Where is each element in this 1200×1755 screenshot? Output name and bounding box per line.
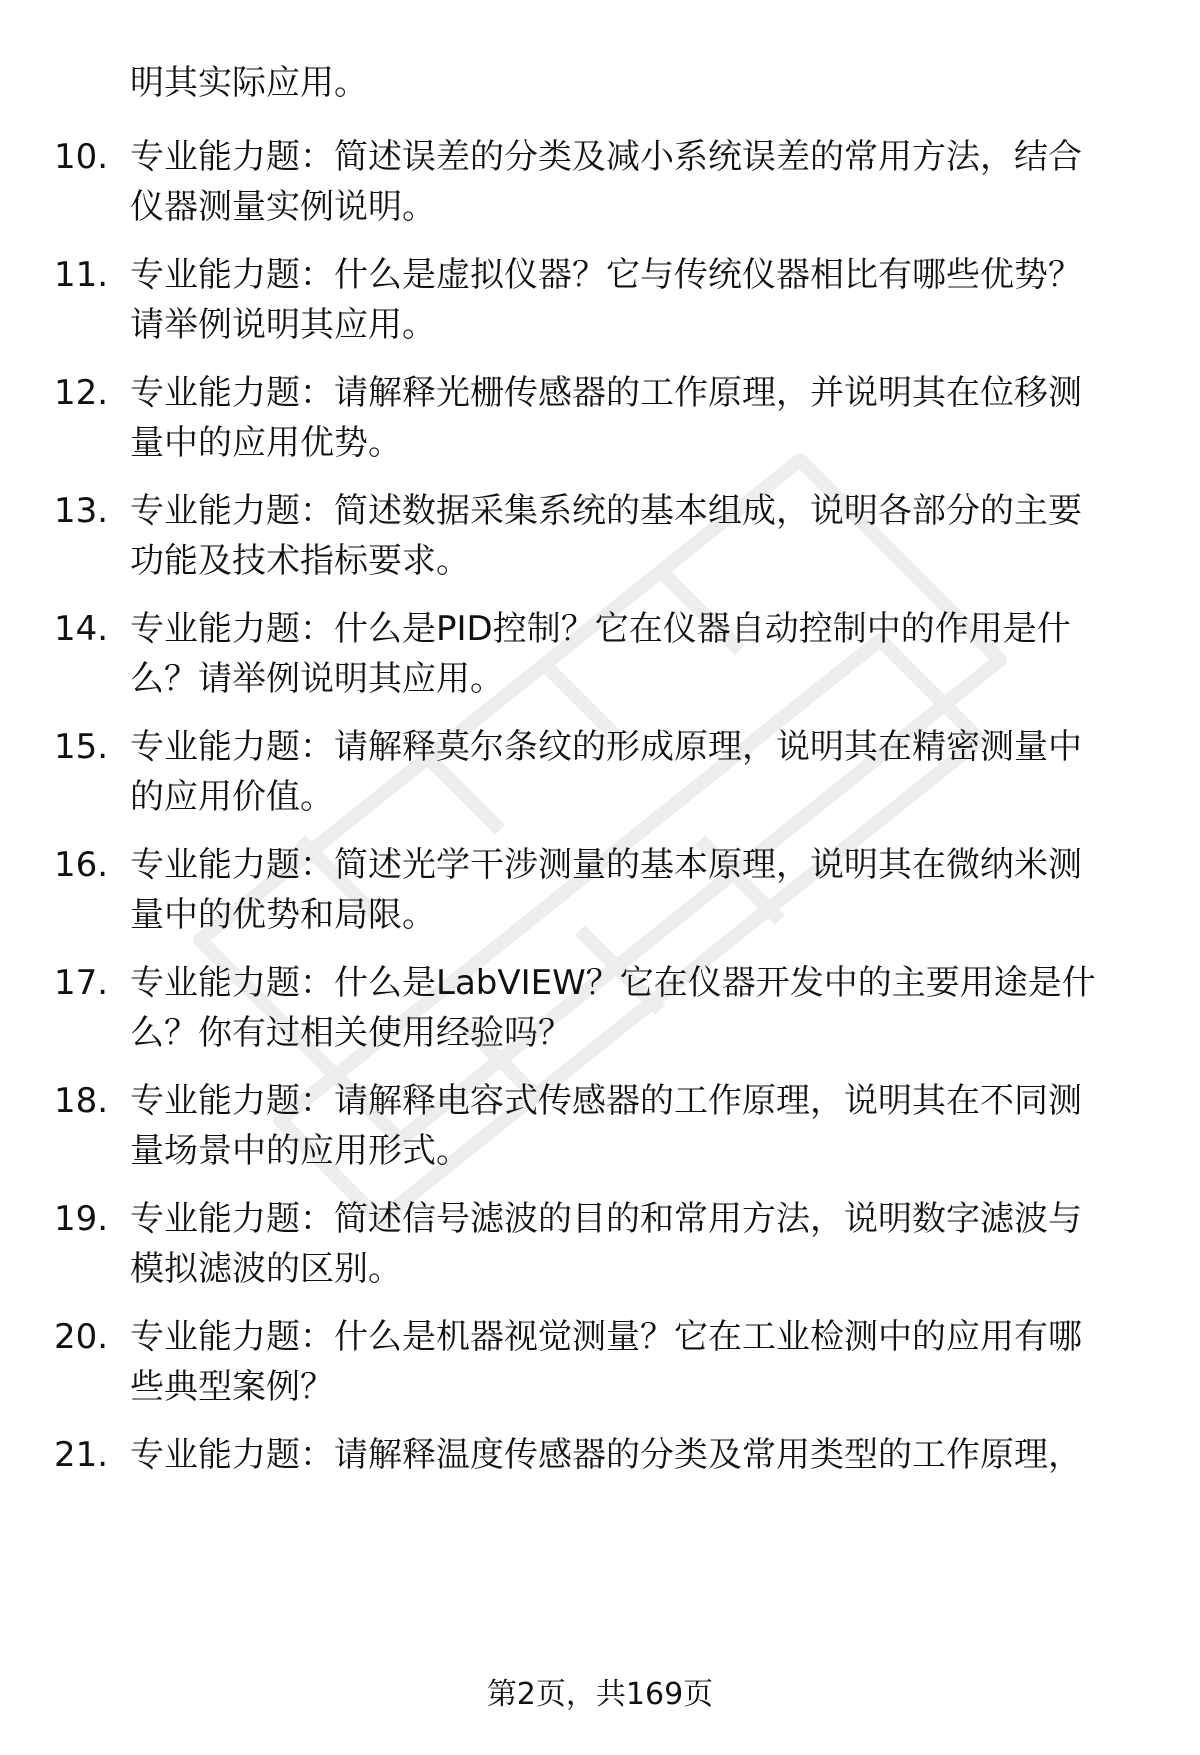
question-number: 11. — [54, 255, 109, 295]
question-text-line: 专业能力题：请解释莫尔条纹的形成原理，说明其在精密测量中 — [130, 727, 1082, 767]
question-number: 20. — [54, 1317, 109, 1357]
question-number: 13. — [54, 491, 109, 531]
question-number: 21. — [54, 1435, 109, 1475]
question-number: 10. — [54, 137, 109, 177]
question-text-line: 量场景中的应用形式。 — [130, 1131, 470, 1171]
question-number: 14. — [54, 609, 109, 649]
question-text-line: 么？请举例说明其应用。 — [130, 659, 504, 699]
question-text-line: 请举例说明其应用。 — [130, 305, 436, 345]
question-text-line: 专业能力题：简述信号滤波的目的和常用方法，说明数字滤波与 — [130, 1199, 1082, 1239]
question-text-line: 些典型案例？ — [130, 1367, 334, 1407]
question-text-line: 量中的应用优势。 — [130, 423, 402, 463]
question-text-line: 功能及技术指标要求。 — [130, 541, 470, 581]
question-number: 17. — [54, 963, 109, 1003]
question-text-line: 专业能力题：请解释电容式传感器的工作原理，说明其在不同测 — [130, 1081, 1082, 1121]
question-number: 16. — [54, 845, 109, 885]
question-text-line: 专业能力题：什么是LabVIEW？它在仪器开发中的主要用途是什 — [130, 963, 1096, 1003]
question-text-line: 专业能力题：什么是机器视觉测量？它在工业检测中的应用有哪 — [130, 1317, 1082, 1357]
question-text-line: 的应用价值。 — [130, 777, 334, 817]
question-text-line: 专业能力题：简述光学干涉测量的基本原理，说明其在微纳米测 — [130, 845, 1082, 885]
question-text-line: 专业能力题：什么是虚拟仪器？它与传统仪器相比有哪些优势？ — [130, 255, 1082, 295]
question-text-line: 量中的优势和局限。 — [130, 895, 436, 935]
question-text-line: 专业能力题：简述数据采集系统的基本组成，说明各部分的主要 — [130, 491, 1082, 531]
question-text-line: 么？你有过相关使用经验吗？ — [130, 1013, 572, 1053]
question-text-line: 专业能力题：请解释光栅传感器的工作原理，并说明其在位移测 — [130, 373, 1082, 413]
question-text-line: 模拟滤波的区别。 — [130, 1249, 402, 1289]
page-footer: 第2页，共169页 — [486, 1677, 714, 1712]
question-text-line: 专业能力题：什么是PID控制？它在仪器自动控制中的作用是什 — [130, 609, 1071, 649]
question-number: 12. — [54, 373, 109, 413]
question-number: 15. — [54, 727, 109, 767]
question-text-line: 专业能力题：简述误差的分类及减小系统误差的常用方法，结合 — [130, 137, 1082, 177]
question-text-line: 仪器测量实例说明。 — [130, 187, 436, 227]
question-text-line: 专业能力题：请解释温度传感器的分类及常用类型的工作原理， — [130, 1435, 1082, 1475]
question-number: 18. — [54, 1081, 109, 1121]
question-number: 19. — [54, 1199, 109, 1239]
continuation-text: 明其实际应用。 — [130, 63, 368, 103]
